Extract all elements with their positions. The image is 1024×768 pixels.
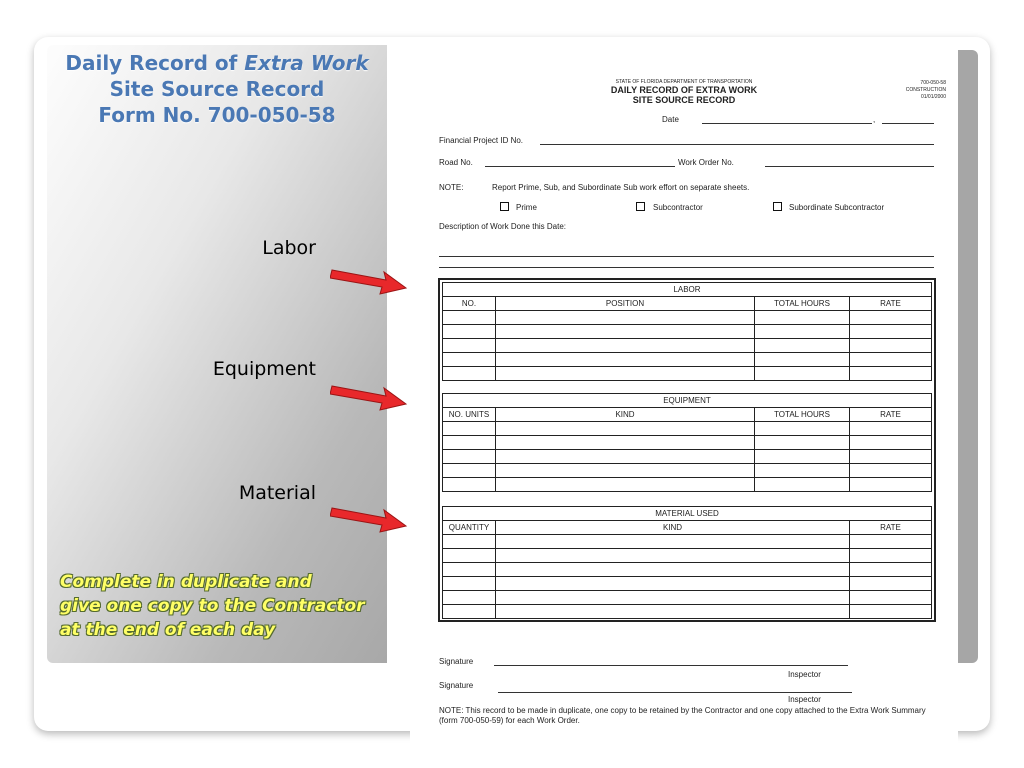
title-line2: Site Source Record bbox=[109, 77, 325, 101]
signature-label-2: Signature bbox=[439, 681, 474, 690]
table-row[interactable] bbox=[443, 549, 932, 563]
date-line[interactable] bbox=[702, 123, 872, 124]
note-text: Report Prime, Sub, and Subordinate Sub work effort on separate sheets. bbox=[492, 183, 750, 192]
table-row[interactable] bbox=[443, 535, 932, 549]
table-row[interactable] bbox=[443, 339, 932, 353]
footnote-line2: give one copy to the Contractor bbox=[60, 596, 365, 616]
checkbox-prime[interactable] bbox=[500, 202, 509, 211]
material-table bbox=[442, 506, 932, 619]
labor-header-position: POSITION bbox=[496, 297, 755, 311]
table-row[interactable] bbox=[443, 436, 932, 450]
work-order-field[interactable] bbox=[765, 166, 934, 167]
bottom-note: NOTE: This record to be made in duplicate, one copy to be retained by the Contractor and one copy attached to the Extra Work Summary (form 700-050-59) for each Work Order. bbox=[439, 706, 926, 725]
labor-header-rate: RATE bbox=[850, 297, 932, 311]
labor-header-no: NO. bbox=[443, 297, 496, 311]
checkbox-prime-label: Prime bbox=[516, 203, 537, 212]
date-label: Date bbox=[662, 115, 679, 124]
labor-title: LABOR bbox=[443, 283, 932, 297]
arrow-material-icon bbox=[330, 500, 410, 534]
table-row[interactable] bbox=[443, 591, 932, 605]
equipment-header-kind: KIND bbox=[496, 408, 755, 422]
form-title1: DAILY RECORD OF EXTRA WORK bbox=[610, 85, 758, 95]
label-labor: Labor bbox=[262, 237, 316, 259]
form-rev-date: 01/01/2000 bbox=[920, 94, 946, 100]
table-row[interactable] bbox=[443, 353, 932, 367]
material-header-kind: KIND bbox=[496, 521, 850, 535]
table-row[interactable] bbox=[443, 577, 932, 591]
table-row[interactable] bbox=[443, 422, 932, 436]
equipment-header-units: NO. UNITS bbox=[443, 408, 496, 422]
road-label: Road No. bbox=[439, 158, 473, 167]
title-line1-italic: Extra Work bbox=[244, 51, 369, 75]
form-category: CONSTRUCTION bbox=[905, 87, 946, 93]
note-label: NOTE: bbox=[439, 183, 464, 192]
equipment-table bbox=[442, 393, 932, 492]
records-table-frame bbox=[438, 278, 936, 622]
title-line3: Form No. 700-050-58 bbox=[98, 103, 336, 127]
title-line1: Daily Record of bbox=[65, 51, 238, 75]
footnote bbox=[60, 570, 390, 642]
table-row[interactable] bbox=[443, 325, 932, 339]
material-header-rate: RATE bbox=[850, 521, 932, 535]
label-material: Material bbox=[238, 482, 316, 504]
description-label: Description of Work Done this Date: bbox=[439, 222, 567, 231]
label-equipment: Equipment bbox=[212, 358, 316, 380]
equipment-title: EQUIPMENT bbox=[443, 394, 932, 408]
form-number: 700-050-58 bbox=[920, 80, 946, 86]
form-agency: STATE OF FLORIDA DEPARTMENT OF TRANSPORTATION bbox=[615, 79, 753, 85]
signature-field-1[interactable] bbox=[494, 665, 848, 666]
table-row[interactable] bbox=[443, 450, 932, 464]
arrow-equipment-icon bbox=[330, 378, 410, 412]
signature-label-1: Signature bbox=[439, 657, 474, 666]
labor-header-hours: TOTAL HOURS bbox=[755, 297, 850, 311]
material-header-quantity: QUANTITY bbox=[443, 521, 496, 535]
table-row[interactable] bbox=[443, 478, 932, 492]
checkbox-subcontractor-label: Subcontractor bbox=[653, 203, 703, 212]
table-row[interactable] bbox=[443, 367, 932, 381]
road-field[interactable] bbox=[485, 166, 675, 167]
footnote-line3: at the end of each day bbox=[60, 620, 276, 640]
financial-field[interactable] bbox=[540, 144, 934, 145]
table-row[interactable] bbox=[443, 464, 932, 478]
equipment-header-rate: RATE bbox=[850, 408, 932, 422]
inspector-label-1: Inspector bbox=[788, 670, 821, 679]
table-row[interactable] bbox=[443, 563, 932, 577]
arrow-labor-icon bbox=[330, 262, 410, 296]
inspector-label-2: Inspector bbox=[788, 695, 821, 704]
signature-field-2[interactable] bbox=[498, 692, 852, 693]
checkbox-subcontractor[interactable] bbox=[636, 202, 645, 211]
labor-table bbox=[442, 282, 932, 381]
checkbox-subordinate-label: Subordinate Subcontractor bbox=[789, 203, 885, 212]
equipment-header-hours: TOTAL HOURS bbox=[755, 408, 850, 422]
description-line-2[interactable] bbox=[439, 267, 934, 268]
form-title2: SITE SOURCE RECORD bbox=[632, 95, 736, 105]
slide-title bbox=[47, 50, 387, 128]
form-document: STATE OF FLORIDA DEPARTMENT OF TRANSPORTATION DAILY RECORD OF EXTRA WORK SITE SOURCE RECORD 700-050-58 CONSTRUCTION 01/01/2000 Date , Financial Project ID No. Road No. Work Order No. NOTE: Report Prime, Sub, and Subordinate Sub work effort on separate sheets. Prime Subcontractor Subordinate Subcontractor Description of Work Done this Date: LABOR NO. POSITION TOTAL HOURS RATE EQUIPMENT NO. UNITS KIND TOTAL HOURS RATE MATERIAL USED QUANTITY KIND RATE Signature Inspector Signature Inspector NOTE: This record to be made in duplicate, one copy to be retained by the Contractor and one copy attached to the Extra Work Summary (form 700-050-59) for each Work Order. bbox=[410, 38, 958, 768]
material-title: MATERIAL USED bbox=[443, 507, 932, 521]
checkbox-subordinate[interactable] bbox=[773, 202, 782, 211]
table-row[interactable] bbox=[443, 311, 932, 325]
description-line-1[interactable] bbox=[439, 256, 934, 257]
financial-label: Financial Project ID No. bbox=[439, 136, 524, 145]
work-order-label: Work Order No. bbox=[678, 158, 734, 167]
footnote-line1: Complete in duplicate and bbox=[60, 572, 312, 592]
table-row[interactable] bbox=[443, 605, 932, 619]
year-line[interactable] bbox=[882, 123, 934, 124]
